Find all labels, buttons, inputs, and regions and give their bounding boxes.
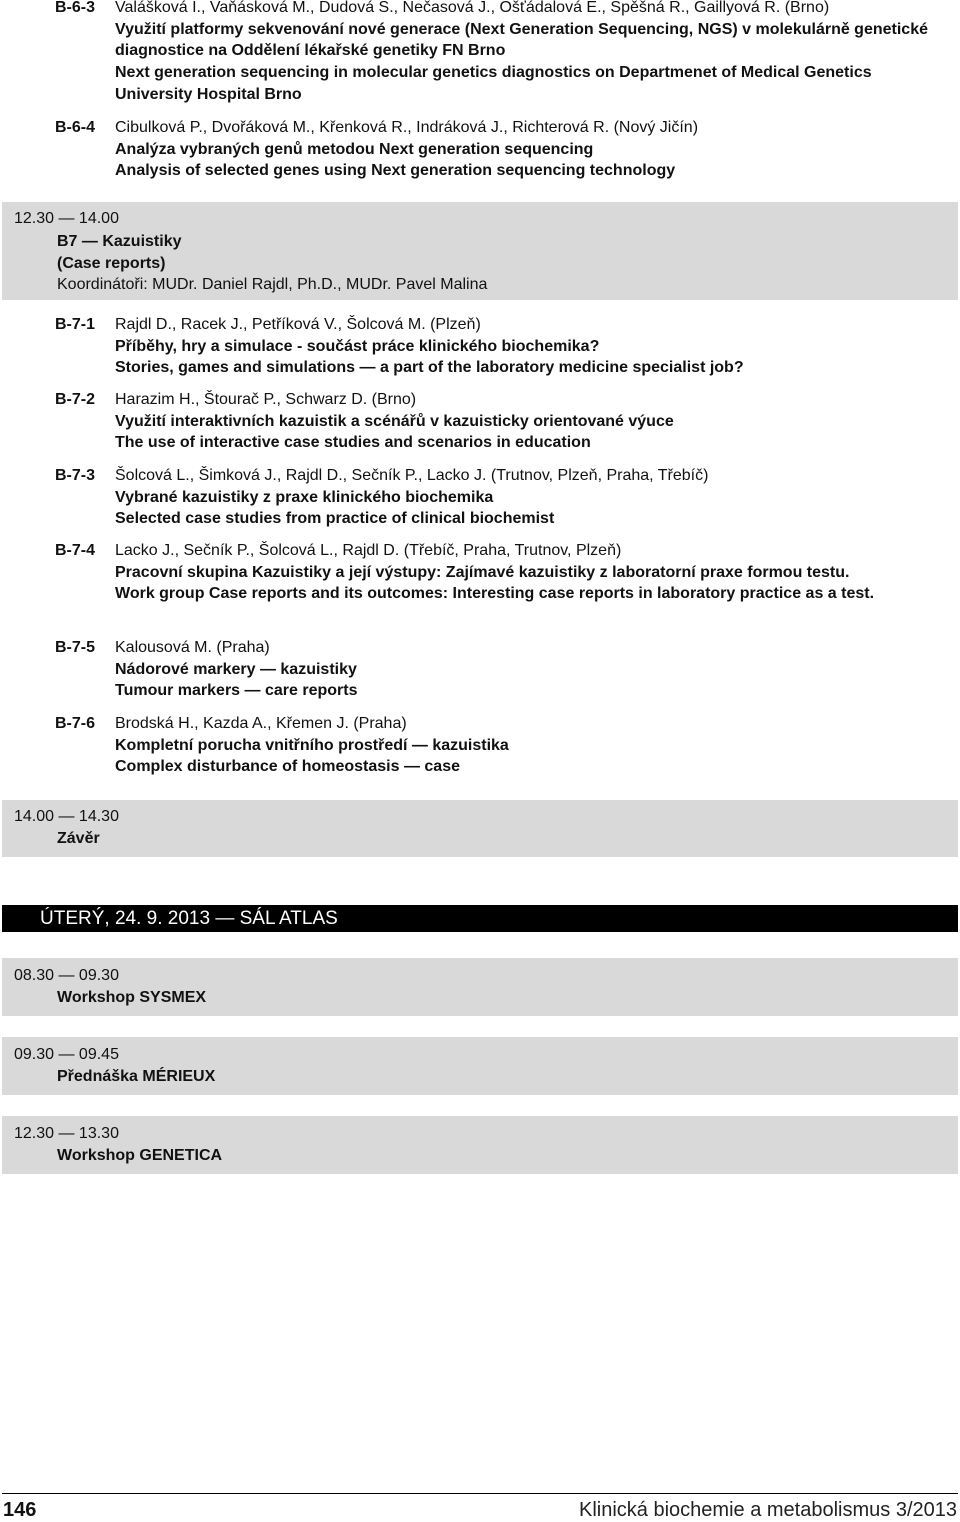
session-title: Přednáška MÉRIEUX xyxy=(57,1068,216,1085)
presentation-title-cz: Pracovní skupina Kazuistiky a její výstupy: Zajímavé kazuistiky z laboratorní praxe formou testu. xyxy=(115,563,850,581)
session-title: Workshop SYSMEX xyxy=(57,989,207,1006)
presentation-title-en: Selected case studies from practice of clinical biochemist xyxy=(115,510,555,528)
presentation-title-en: Stories, games and simulations — a part of the laboratory medicine specialist job? xyxy=(115,359,744,377)
presentation-code: B-7-4 xyxy=(55,542,96,559)
session-title: Workshop GENETICA xyxy=(57,1147,223,1164)
presentation-title-en: Analysis of selected genes using Next generation sequencing technology xyxy=(115,162,676,180)
session-time: 12.30 — 14.00 xyxy=(14,210,119,227)
presentation-title-en: The use of interactive case studies and scenarios in education xyxy=(115,434,591,452)
presentation-title-cz: Kompletní porucha vnitřního prostředí — kazuistika xyxy=(115,736,509,754)
presentation-code: B-7-6 xyxy=(55,715,96,732)
presentation-code: B-7-5 xyxy=(55,639,96,656)
presentation-code: B-7-2 xyxy=(55,391,96,408)
session-b7-header xyxy=(2,202,958,300)
session-block xyxy=(2,958,958,1016)
presentation-title-en: Tumour markers — care reports xyxy=(115,682,358,700)
presentation-code: B-7-1 xyxy=(55,316,96,333)
presentation-authors: Cibulková P., Dvořáková M., Křenková R., Indráková J., Richterová R. (Nový Jičín) xyxy=(115,119,699,136)
presentation-title-cz: Příběhy, hry a simulace - součást práce klinického biochemika? xyxy=(115,337,600,355)
page-number: 146 xyxy=(3,1499,37,1521)
session-time: 09.30 — 09.45 xyxy=(14,1046,119,1063)
presentation-authors: Brodská H., Kazda A., Křemen J. (Praha) xyxy=(115,715,407,732)
session-block xyxy=(2,1116,958,1174)
session-time: 12.30 — 13.30 xyxy=(14,1125,119,1142)
presentation-title-cz: Nádorové markery — kazuistiky xyxy=(115,660,357,678)
session-block xyxy=(2,1037,958,1095)
day-header-text: ÚTERÝ, 24. 9. 2013 — SÁL ATLAS xyxy=(40,908,338,929)
presentation-title-cz: Vybrané kazuistiky z praxe klinického biochemika xyxy=(115,488,494,506)
presentation-title-en: Work group Case reports and its outcomes: Interesting case reports in laboratory practice as a test. xyxy=(115,585,875,603)
presentation-code: B-6-4 xyxy=(55,119,96,136)
footer-divider xyxy=(2,1493,958,1494)
presentation-authors: Lacko J., Sečník P., Šolcová L., Rajdl D. (Třebíč, Praha, Trutnov, Plzeň) xyxy=(115,542,622,559)
presentation-authors: Rajdl D., Racek J., Petříková V., Šolcová M. (Plzeň) xyxy=(115,316,481,333)
journal-title: Klinická biochemie a metabolismus 3/2013 xyxy=(579,1499,957,1521)
presentation-authors: Harazim H., Štourač P., Schwarz D. (Brno) xyxy=(115,391,417,408)
presentation-title-cz: Analýza vybraných genů metodou Next generation sequencing xyxy=(115,140,594,158)
session-title: Závěr xyxy=(57,830,100,847)
session-subtitle: (Case reports) xyxy=(57,255,166,272)
presentation-title-cz: Využití interaktivních kazuistik a scénářů v kazuisticky orientované výuce xyxy=(115,412,674,430)
presentation-title-en: Next generation sequencing in molecular genetics diagnostics on Departmenet of Medical Genetics University Hospital Brno xyxy=(115,64,872,103)
session-time: 08.30 — 09.30 xyxy=(14,967,119,984)
session-coordinators: Koordinátoři: MUDr. Daniel Rajdl, Ph.D., MUDr. Pavel Malina xyxy=(57,276,488,293)
presentation-code: B-7-3 xyxy=(55,467,96,484)
presentation-title-cz: Využití platformy sekvenování nové generace (Next Generation Sequencing, NGS) v molekulárně genetické diagnostice na Oddělení lékařské genetiky FN Brno xyxy=(115,20,928,60)
presentation-authors: Valášková I., Vaňásková M., Dudová S., Nečasová J., Ošťádalová E., Spěšná R., Gaillyová R. (Brno) xyxy=(115,0,830,16)
day-header xyxy=(2,905,958,932)
presentation-authors: Kalousová M. (Praha) xyxy=(115,639,270,656)
presentation-code: B-6-3 xyxy=(55,0,96,16)
session-time: 14.00 — 14.30 xyxy=(14,808,119,825)
session-closing xyxy=(2,800,958,857)
session-title: B7 — Kazuistiky xyxy=(57,233,182,250)
presentation-title-en: Complex disturbance of homeostasis — case xyxy=(115,758,460,776)
presentation-authors: Šolcová L., Šimková J., Rajdl D., Sečník P., Lacko J. (Trutnov, Plzeň, Praha, Třebíč) xyxy=(115,467,709,484)
